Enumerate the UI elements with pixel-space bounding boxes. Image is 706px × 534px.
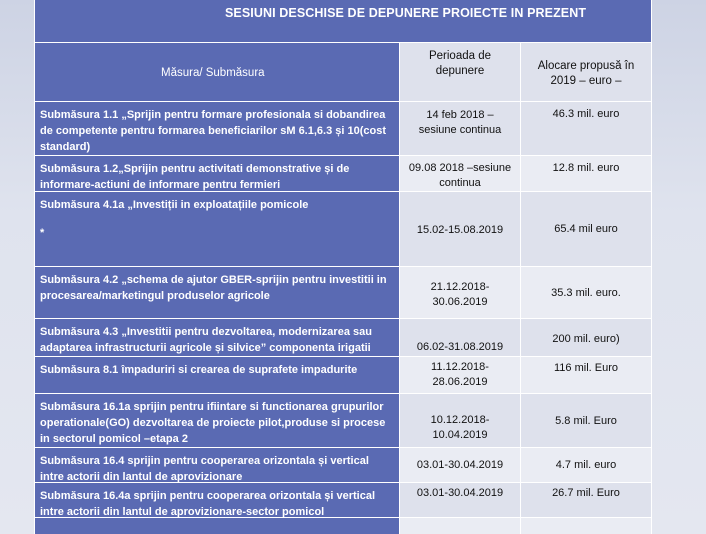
- header-row: [35, 43, 651, 102]
- table-row: [35, 102, 651, 156]
- period-cell: 03.01-30.04.2019: [400, 483, 521, 517]
- allocation-cell: 5.8 mil. Euro: [521, 394, 651, 447]
- table-row: [35, 483, 651, 518]
- measure-cell: Submăsura 4.2 „schema de ajutor GBER-sprijin pentru investitii in procesarea/marketingul produselor agricole: [35, 267, 400, 318]
- period-cell: 11.12.2018-28.06.2019: [400, 357, 521, 393]
- header-period: Perioada de depunere: [400, 43, 521, 101]
- allocation-cell: 35.3 mil. euro.: [521, 267, 651, 318]
- projects-table: [34, 0, 652, 534]
- measure-cell: Submăsura 16.4 sprijin pentru cooperarea orizontala și vertical intre actorii din lantul de aprovizionare: [35, 448, 400, 482]
- measure-cell: [35, 518, 400, 534]
- table-row: [35, 156, 651, 192]
- allocation-cell: 4.7 mil. euro: [521, 448, 651, 482]
- period-cell: 03.01-30.04.2019: [400, 448, 521, 482]
- header-measure: Măsura/ Submăsura: [35, 43, 400, 101]
- period-cell: 06.02-31.08.2019: [400, 319, 521, 356]
- table-row: [35, 319, 651, 357]
- table-row: [35, 357, 651, 394]
- header-allocation: Alocare propusă în 2019 – euro –: [521, 43, 651, 101]
- allocation-cell: 46.3 mil. euro: [521, 102, 651, 155]
- footnote-marker: *: [40, 227, 45, 239]
- table-row: [35, 394, 651, 448]
- allocation-cell: 26.7 mil. Euro: [521, 483, 651, 517]
- measure-cell: Submăsura 1.1 „Sprijin pentru formare profesionala si dobandirea de competente pentru formarea beneficiarilor sM 6.1,6.3 și 10(cost standard): [35, 102, 400, 155]
- allocation-cell: [521, 518, 651, 534]
- allocation-cell: 65.4 mil euro: [521, 192, 651, 266]
- measure-cell: Submăsura 16.1a sprijin pentru ifiintare si functionarea grupurilor operationale(GO) dezvoltarea de proiecte pilot,produse si procese in sectorul pomicol –etapa 2: [35, 394, 400, 447]
- allocation-cell: 12.8 mil. euro: [521, 156, 651, 191]
- measure-cell: Submăsura 4.3 „Investitii pentru dezvoltarea, modernizarea sau adaptarea infrastructurii agricole și silvice” componenta irigatii: [35, 319, 400, 356]
- period-cell: 15.02-15.08.2019: [400, 192, 521, 266]
- period-cell: 21.12.2018-30.06.2019: [400, 267, 521, 318]
- measure-cell: Submăsura 4.1a „Investiții in exploatațiile pomicole *: [35, 192, 400, 266]
- table-row: [35, 192, 651, 267]
- period-cell: 14 feb 2018 – sesiune continua: [400, 102, 521, 155]
- measure-cell: Submăsura 1.2„Sprijin pentru activitati demonstrative și de informare-actiuni de informare pentru fermieri: [35, 156, 400, 191]
- table-row-empty: [35, 518, 651, 534]
- table-row: [35, 448, 651, 483]
- measure-cell: Submăsura 16.4a sprijin pentru cooperarea orizontala și vertical intre actorii din lantul de aprovizionare-sector pomicol: [35, 483, 400, 517]
- period-cell: 10.12.2018-10.04.2019: [400, 394, 521, 447]
- table-row: [35, 267, 651, 319]
- period-cell: [400, 518, 521, 534]
- measure-cell: Submăsura 8.1 împaduriri si crearea de suprafete impadurite: [35, 357, 400, 393]
- table-title: SESIUNI DESCHISE DE DEPUNERE PROIECTE IN PREZENT: [225, 6, 587, 20]
- allocation-cell: 200 mil. euro): [521, 319, 651, 356]
- allocation-cell: 116 mil. Euro: [521, 357, 651, 393]
- table-title-bar: [35, 0, 651, 43]
- period-cell: 09.08 2018 –sesiune continua: [400, 156, 521, 191]
